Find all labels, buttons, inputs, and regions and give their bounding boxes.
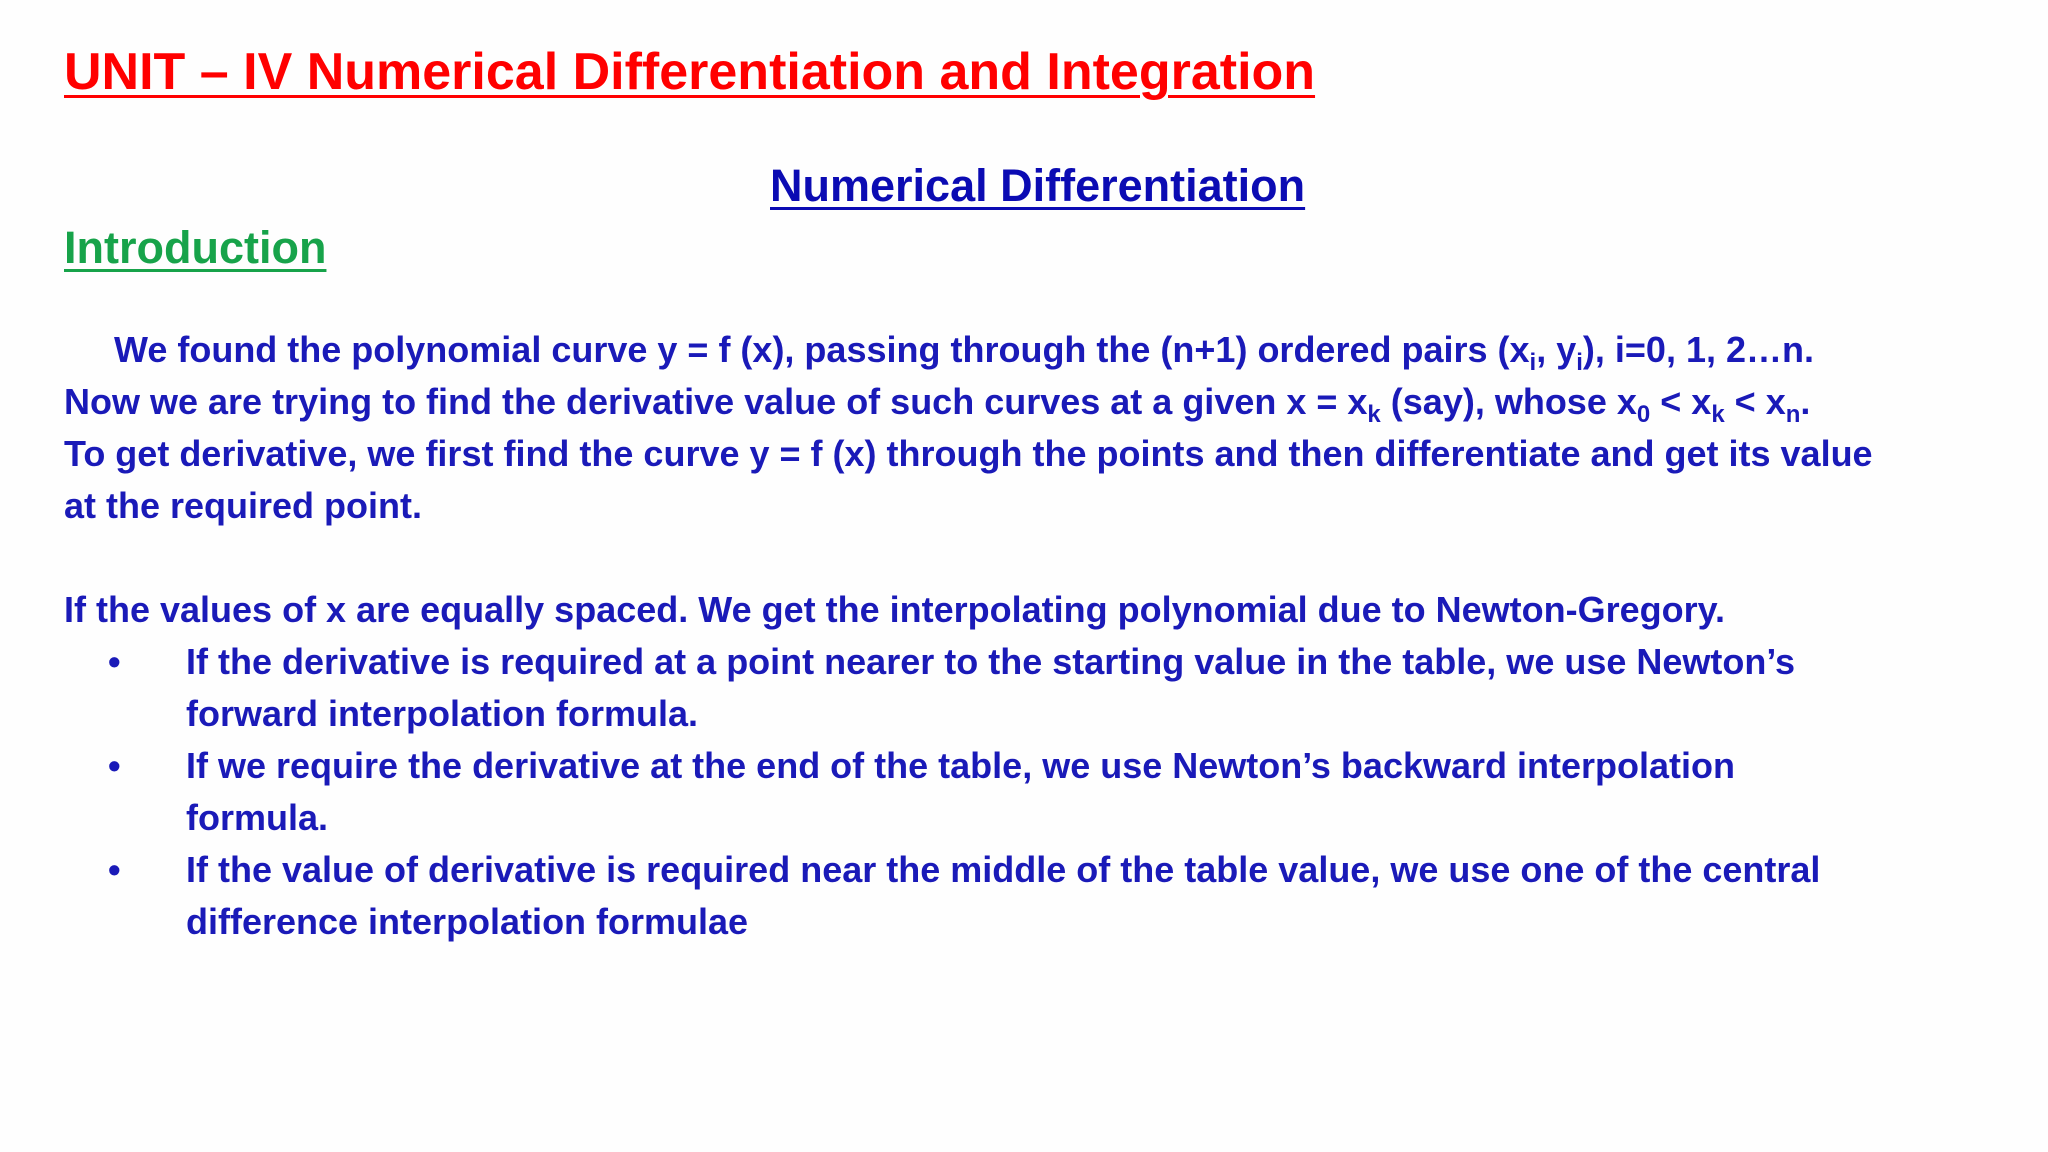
equal-spacing-paragraph xyxy=(64,584,1984,636)
bullet-text-line: difference interpolation formulae xyxy=(186,901,749,942)
bullet-text-line: forward interpolation formula. xyxy=(186,693,699,734)
bullet-icon: • xyxy=(108,745,121,786)
equal-spacing-line: If the values of x are equally spaced. We get the interpolating polynomial due to Newton-Gregory. xyxy=(64,589,1725,630)
bullet-text-line: If we require the derivative at the end of the table, we use Newton’s backward interpolation xyxy=(186,745,1736,786)
bullet-list xyxy=(64,636,1984,948)
intro-line-3: To get derivative, we first find the curve y = f (x) through the points and then differentiate and get its value xyxy=(64,433,1873,474)
bullet-text-line: If the value of derivative is required near the middle of the table value, we use one of the central xyxy=(186,849,1821,890)
bullet-icon: • xyxy=(108,849,121,890)
bullet-item-forward xyxy=(64,636,1984,740)
unit-title: UNIT – IV Numerical Differentiation and Integration xyxy=(64,43,1316,101)
introduction-heading: Introduction xyxy=(64,222,327,273)
intro-line-2: Now we are trying to find the derivative value of such curves at a given $x = x_k$ (say), whose $x_0 < x_k < x_n$. xyxy=(64,381,1811,428)
intro-line-1: We found the polynomial curve y = f (x), passing through the (n+1) ordered pairs ($x_i$, $y_i$), i=0, 1, 2…n. xyxy=(114,329,1814,376)
intro-paragraph xyxy=(64,324,1984,532)
bullet-icon: • xyxy=(108,641,121,682)
bullet-item-backward xyxy=(64,740,1984,844)
section-title: Numerical Differentiation xyxy=(770,160,1306,211)
intro-line-4: at the required point. xyxy=(64,485,423,526)
bullet-text-line: If the derivative is required at a point nearer to the starting value in the table, we use Newton’s xyxy=(186,641,1796,682)
bullet-text-line: formula. xyxy=(186,797,329,838)
bullet-item-central xyxy=(64,844,1984,948)
